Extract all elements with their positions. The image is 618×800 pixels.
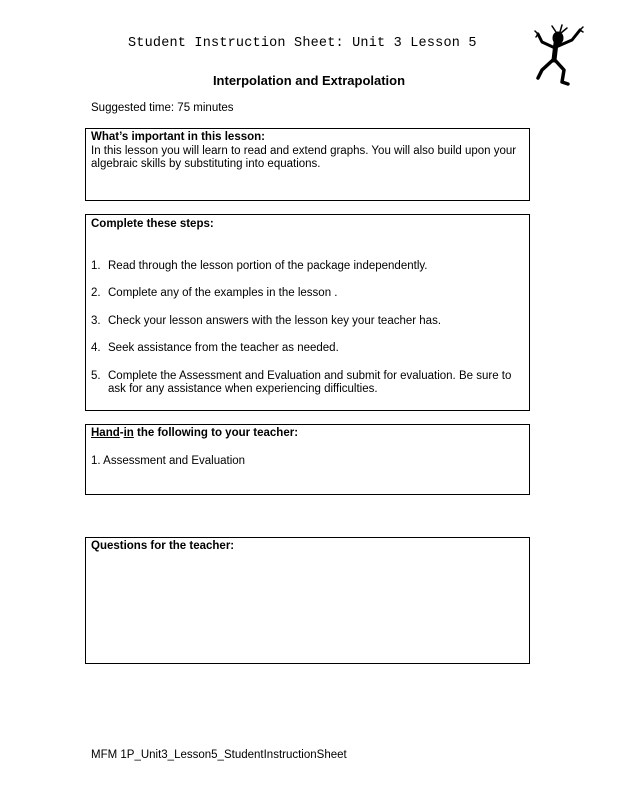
steps-heading: Complete these steps: (91, 218, 214, 230)
footer-filename: MFM 1P_Unit3_Lesson5_StudentInstructionSheet (91, 749, 347, 761)
important-body: In this lesson you will learn to read and extend graphs. You will also build upon your algebraic skills by substituting into equations. (91, 144, 517, 170)
steps-box (85, 214, 530, 411)
suggested-time: Suggested time: 75 minutes (91, 102, 234, 114)
important-box (85, 128, 530, 201)
lesson-title: Interpolation and Extrapolation (212, 73, 406, 88)
hand-in-heading: Hand-in the following to your teacher: (91, 427, 299, 439)
step-item: 3. Check your lesson answers with the lesson key your teacher has. (91, 314, 442, 327)
step-item: 2. Complete any of the examples in the lesson . (91, 287, 338, 299)
sheet-header: Student Instruction Sheet: Unit 3 Lesson 5 (128, 36, 477, 51)
step-item: 1. Read through the lesson portion of the package independently. (91, 259, 428, 272)
questions-heading: Questions for the teacher: (91, 540, 235, 552)
step-item: 5. Complete the Assessment and Evaluation and submit for evaluation. Be sure to ask for any assistance when experiencing difficulties. (91, 369, 512, 395)
step-item: 4. Seek assistance from the teacher as needed. (91, 342, 339, 354)
hand-in-box (85, 424, 530, 495)
important-heading: What’s important in this lesson: (91, 131, 265, 143)
steps-list (91, 260, 524, 397)
questions-box[interactable] (85, 537, 530, 664)
hand-in-item: 1. Assessment and Evaluation (91, 454, 246, 467)
